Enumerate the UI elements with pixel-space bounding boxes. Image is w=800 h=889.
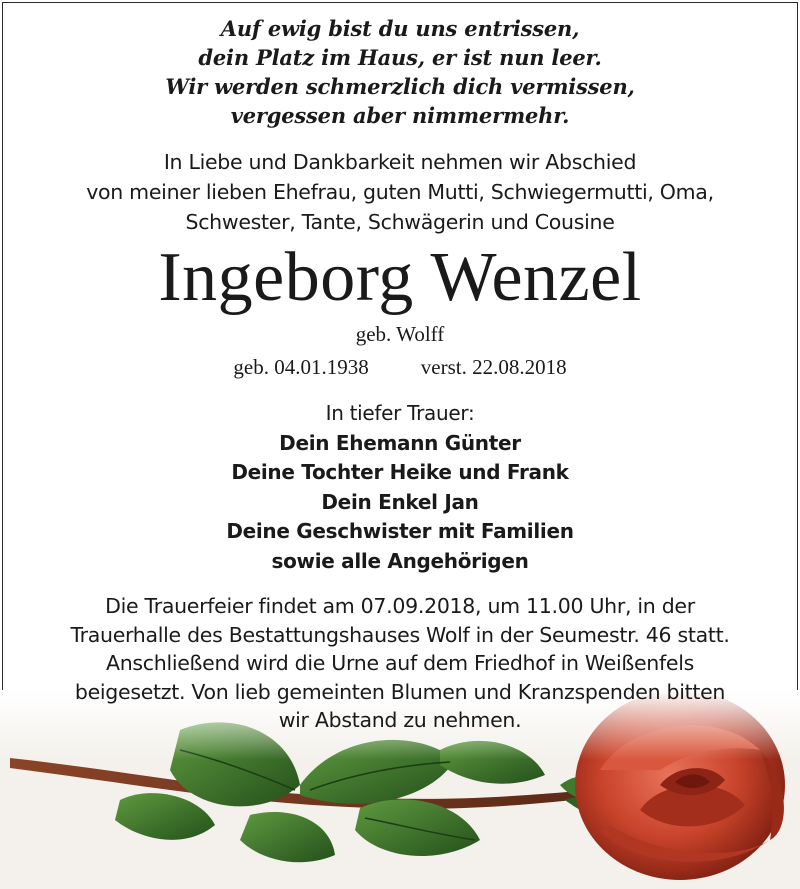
mourner-line: sowie alle Angehörigen [271, 548, 529, 573]
intro-line: von meiner lieben Ehefrau, guten Mutti, Schwiegermutti, Oma, [86, 180, 714, 204]
poem-line: Wir werden schmerzlich dich vermissen, [165, 74, 635, 99]
mourning-lead: In tiefer Trauer: [325, 401, 475, 425]
death-date: verst. 22.08.2018 [420, 355, 567, 379]
birth-date: geb. 04.01.1938 [233, 355, 369, 379]
notice-line: Trauerhalle des Bestattungshauses Wolf in der Seumestr. 46 statt. [70, 622, 730, 647]
mourner-line: Deine Geschwister mit Familien [226, 519, 574, 543]
poem-line: dein Platz im Haus, er ist nun leer. [198, 45, 602, 70]
mourner-line: Dein Ehemann Günter [279, 430, 521, 455]
intro-line: Schwester, Tante, Schwägerin und Cousine [185, 210, 615, 234]
notice-line: wir Abstand zu nehmen. [278, 708, 522, 732]
poem-line: Auf ewig bist du uns entrissen, [220, 16, 580, 41]
notice-line: Die Trauerfeier findet am 07.09.2018, um 11.00 Uhr, in der [105, 594, 695, 618]
mourners-list [0, 399, 800, 576]
farewell-intro [0, 147, 800, 237]
life-dates [0, 353, 800, 381]
poem-line: vergessen aber nimmermehr. [230, 103, 570, 128]
funeral-notice [0, 592, 800, 735]
mourner-line: Deine Tochter Heike und Frank [231, 460, 569, 484]
deceased-name: Ingeborg Wenzel [158, 239, 642, 316]
intro-line: In Liebe und Dankbarkeit nehmen wir Abschied [163, 150, 637, 174]
birth-name: geb. Wolff [355, 322, 445, 346]
mourner-line: Dein Enkel Jan [321, 489, 479, 514]
notice-line: Anschließend wird die Urne auf dem Friedhof in Weißenfels [105, 651, 695, 675]
memorial-poem [0, 14, 800, 130]
notice-line: beigesetzt. Von lieb gemeinten Blumen und Kranzspenden bitten [74, 679, 726, 704]
